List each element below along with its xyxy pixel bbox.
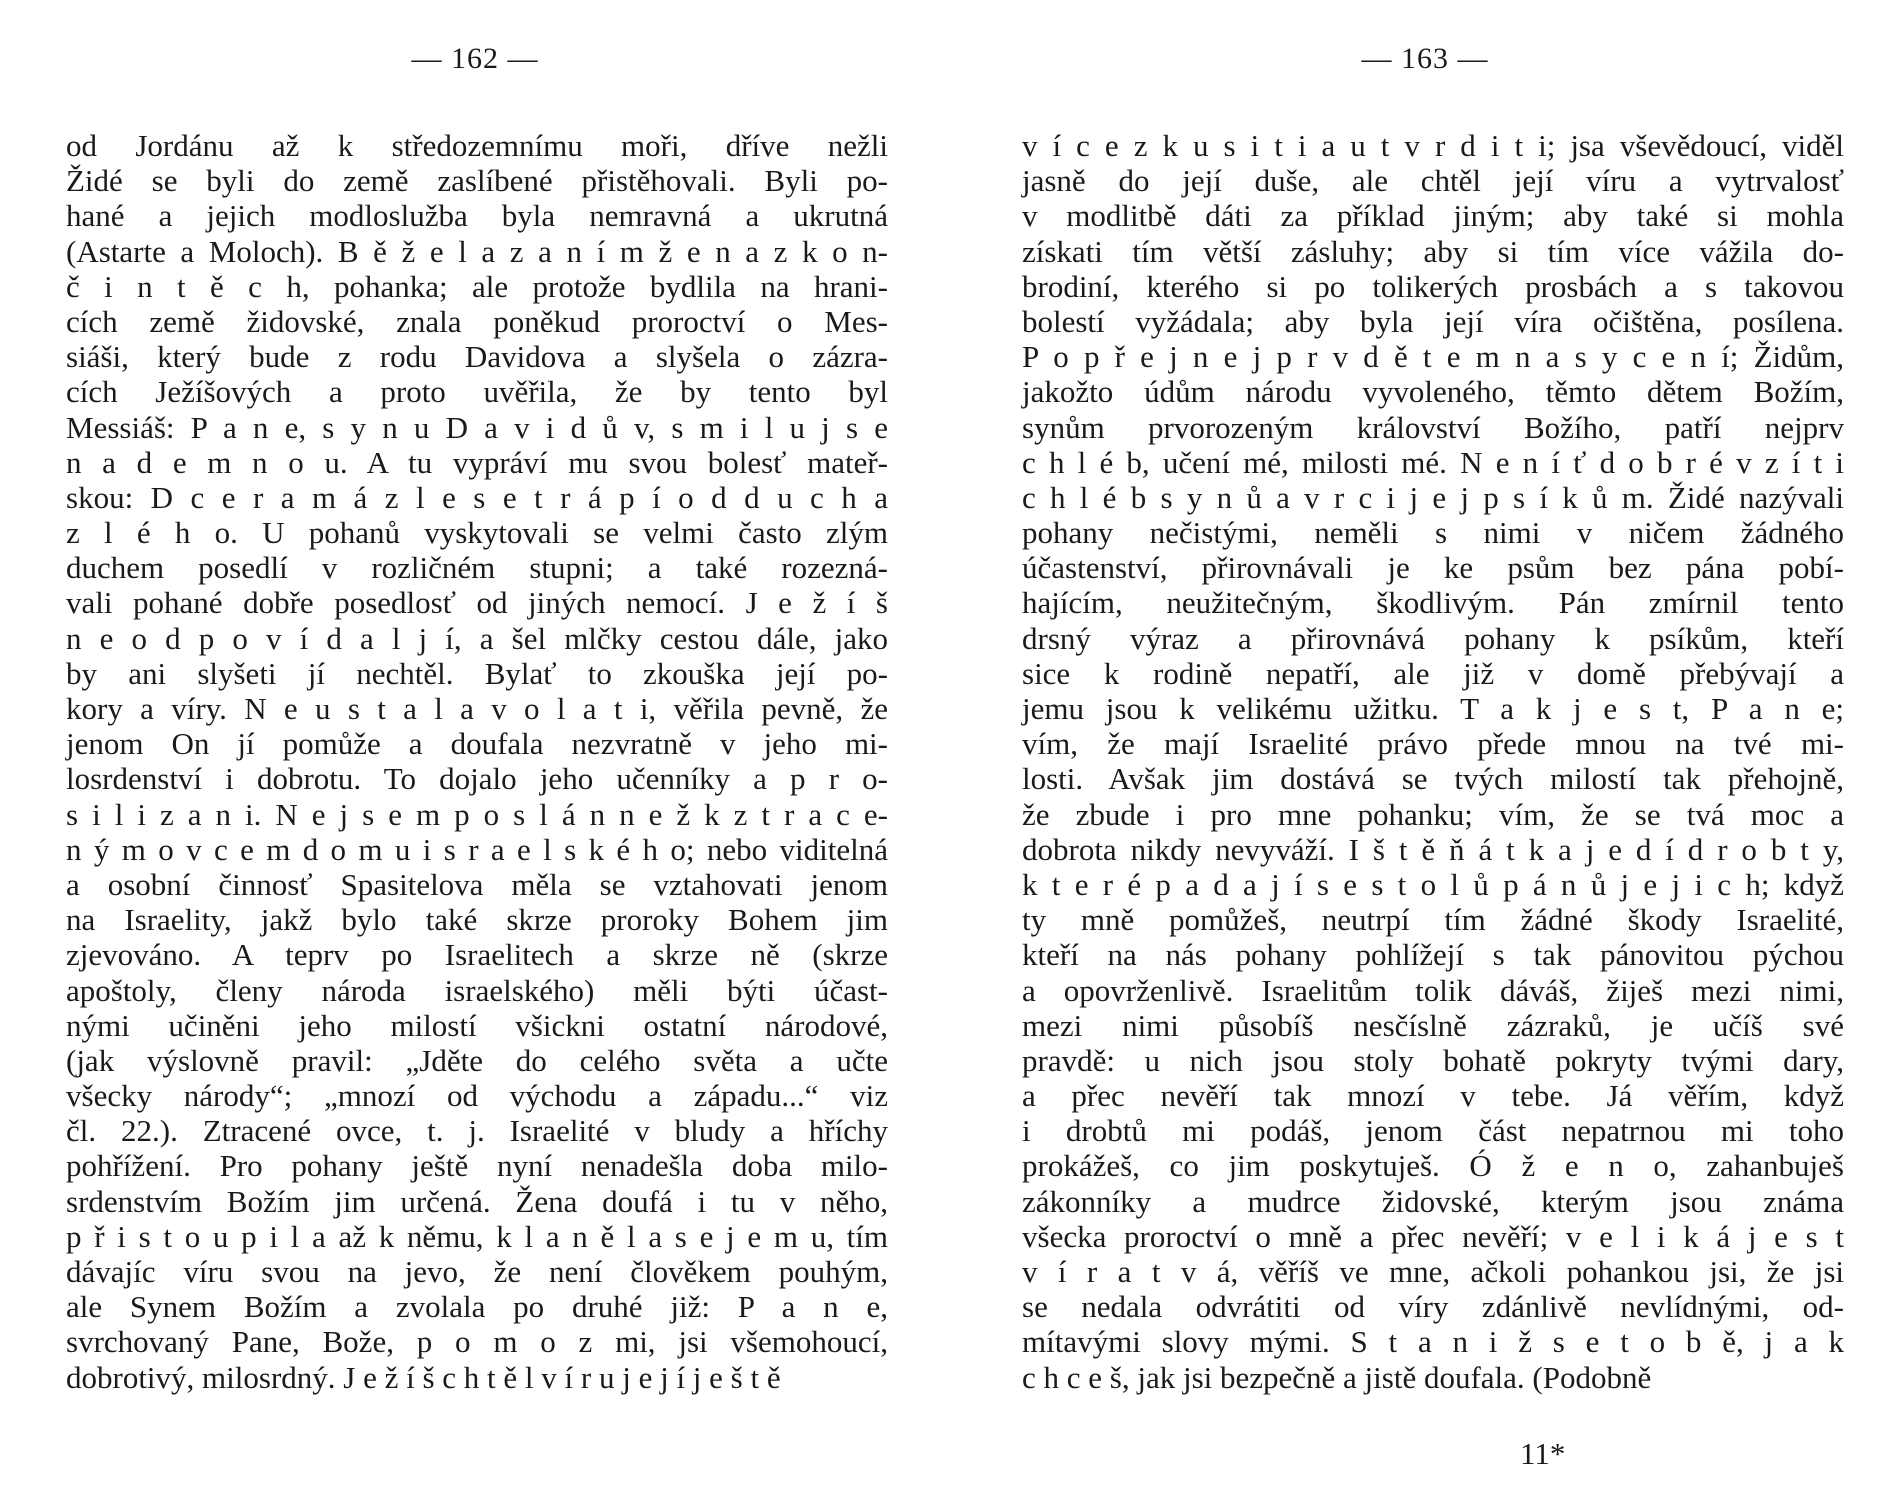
text-line: n e o d p o v í d a l j í, a šel mlčky cestou dále, jako [66,620,888,656]
text-line: zjevováno. A teprv po Israelitech a skrze ně (skrze [66,937,888,973]
text-line: by ani slyšeti jí nechtěl. Bylať to zkouška její po- [66,655,888,691]
text-line: a osobní činnosť Spasitelova měla se vztahovati jenom [66,866,888,902]
text-line: kteří na nás pohany pohlížejí s tak pánovitou pýchou [1022,937,1844,973]
text-line: vím, že mají Israelité právo přede mnou na tvé mi- [1022,726,1844,762]
text-line: nými učiněni jeho milostí všickni ostatní národové, [66,1007,888,1043]
text-line: losti. Avšak jim dostává se tvých milostí tak přehojně, [1022,761,1844,797]
text-line: siáši, který bude z rodu Davidova a slyšela o zázra- [66,339,888,375]
text-line: všecka proroctví o mně a přec nevěří; v e l i k á j e s t [1022,1218,1844,1254]
text-line: jemu jsou k velikému užitku. T a k j e s t, P a n e; [1022,691,1844,726]
text-line: od Jordánu až k středozemnímu moři, dříve nežli [66,128,888,163]
text-line: prokážeš, co jim poskytuješ. Ó ž e n o, zahanbuješ [1022,1148,1844,1184]
page-number: — 163 — [1361,42,1489,75]
right-page [950,0,1900,1500]
text-line: a přec nevěří tak mnozí v tebe. Já věřím, když [1022,1078,1844,1114]
text-line: dávajíc víru svou na jevo, že není člověkem pouhým, [66,1254,888,1289]
page-number: — 162 — [411,42,539,75]
text-line: jenom On jí pomůže a doufala nezvratně v jeho mi- [66,726,888,762]
text-line: n a d e m n o u. A tu vypráví mu svou bolesť mateř- [66,444,888,480]
text-line: c h l é b s y n ů a v r c i j e j p s í k ů m. Židé nazývali [1022,479,1844,515]
text-line: P o p ř e j n e j p r v d ě t e m n a s y c e n í; Židům, [1022,339,1844,375]
text-line: zákonníky a mudrce židovské, kterým jsou známa [1022,1183,1844,1219]
text-line: jakožto údům národu vyvoleného, těmto dětem Božím, [1022,374,1844,410]
signature-mark: 11* [1520,1436,1566,1471]
text-line: pohany nečistými, neměli s nimi v ničem žádného [1022,515,1844,551]
body-text [1022,128,1844,1395]
text-line: brodiní, kterého si po tolikerých prosbách a s takovou [1022,268,1844,304]
text-line: Messiáš: P a n e, s y n u D a v i d ů v, s m i l u j s e [66,409,888,445]
text-line: srdenstvím Božím jim určená. Žena doufá i tu v něho, [66,1183,888,1219]
text-line: n ý m o v c e m d o m u i s r a e l s k é h o; nebo viditelná [66,831,888,867]
text-line: mítavými slovy mými. S t a n i ž s e t o b ě, j a k [1022,1324,1844,1360]
text-line: c h c e š, jak jsi bezpečně a jistě doufala. (Podobně [1022,1359,1652,1395]
text-line: (Astarte a Moloch). B ě ž e l a z a n í m ž e n a z k o n- [66,233,888,269]
text-line: ty mně pomůžeš, neutrpí tím žádné škody Israelité, [1022,902,1844,938]
text-line: k t e r é p a d a j í s e s t o l ů p á n ů j e j i c h; když [1022,866,1844,902]
text-line: i drobtů mi podáš, jenom část nepatrnou mi toho [1022,1113,1844,1149]
text-line: svrchovaný Pane, Bože, p o m o z mi, jsi všemohoucí, [66,1324,888,1360]
text-line: hané a jejich modloslužba byla nemravná a ukrutná [66,198,888,234]
text-line: kory a víry. N e u s t a l a v o l a t i, věřila pevně, že [66,691,888,726]
text-line: č i n t ě c h, pohanka; ale protože bydlila na hrani- [66,268,888,304]
text-line: dobrotivý, milosrdný. J e ž í š c h t ě l v í r u j e j í j e š t ě [66,1359,781,1395]
text-line: z l é h o. U pohanů vyskytovali se velmi často zlým [66,515,888,551]
text-line: mezi nimi působíš nesčíslně zázraků, je učíš své [1022,1007,1844,1043]
text-line: vali pohané dobře posedlosť od jiných nemocí. J e ž í š [66,585,888,621]
text-line: a opovrženlivě. Israelitům tolik dáváš, žiješ mezi nimi, [1022,972,1844,1008]
text-line: Židé se byli do země zaslíbené přistěhovali. Byli po- [66,163,888,199]
text-line: v í c e z k u s i t i a u t v r d i t i; jsa vševědoucí, viděl [1022,128,1844,163]
text-line: všecky národy“; „mnozí od východu a západu...“ viz [66,1078,888,1114]
text-line: synům prvorozeným království Božího, patří nejprv [1022,409,1844,445]
text-line: jasně do její duše, ale chtěl její víru a vytrvalosť [1022,163,1844,199]
text-line: dobrota nikdy nevyváží. I š t ě ň á t k a j e d í d r o b t y, [1022,831,1844,867]
text-line: že zbude i pro mne pohanku; vím, že se tvá moc a [1022,796,1844,832]
text-line: losrdenství i dobrotu. To dojalo jeho učenníky a p r o- [66,761,888,797]
text-line: v í r a t v á, věříš ve mne, ačkoli pohankou jsi, že jsi [1022,1254,1844,1289]
text-line: se nedala odvrátiti od víry zdánlivě nevlídnými, od- [1022,1289,1844,1325]
text-line: čl. 22.). Ztracené ovce, t. j. Israelité v bludy a hříchy [66,1113,888,1149]
text-line: pohřížení. Pro pohany ještě nyní nenadešla doba milo- [66,1148,888,1184]
text-line: s i l i z a n i. N e j s e m p o s l á n n e ž k z t r a c e- [66,796,888,832]
text-line: získati tím větší zásluhy; aby si tím více vážila do- [1022,233,1844,269]
text-line: v modlitbě dáti za příklad jiným; aby také si mohla [1022,198,1844,234]
text-line: p ř i s t o u p i l a až k němu, k l a n ě l a s e j e m u, tím [66,1218,888,1254]
body-text [66,128,888,1395]
text-line: duchem posedlí v rozličném stupni; a také rozezná- [66,550,888,586]
text-line: bolestí vyžádala; aby byla její víra očištěna, posílena. [1022,303,1844,339]
text-line: cích Ježíšových a proto uvěřila, že by tento byl [66,374,888,410]
text-line: sice k rodině nepatří, ale již v domě přebývají a [1022,655,1844,691]
text-line: cích země židovské, znala poněkud proroctví o Mes- [66,303,888,339]
text-line: skou: D c e r a m á z l e s e t r á p í o d d u c h a [66,479,888,515]
text-line: c h l é b, učení mé, milosti mé. N e n í ť d o b r é v z í t i [1022,444,1844,480]
text-line: ale Synem Božím a zvolala po druhé již: P a n e, [66,1289,888,1325]
text-line: účastenství, přirovnávali je ke psům bez pána pobí- [1022,550,1844,586]
text-line: pravdě: u nich jsou stoly bohatě pokryty tvými dary, [1022,1042,1844,1078]
text-line: na Israelity, jakž bylo také skrze proroky Bohem jim [66,902,888,938]
text-line: (jak výslovně pravil: „Jděte do celého světa a učte [66,1042,888,1078]
text-line: hajícím, neužitečným, škodlivým. Pán zmírnil tento [1022,585,1844,621]
text-line: apoštoly, členy národa israelského) měli býti účast- [66,972,888,1008]
text-line: drsný výraz a přirovnává pohany k psíkům, kteří [1022,620,1844,656]
